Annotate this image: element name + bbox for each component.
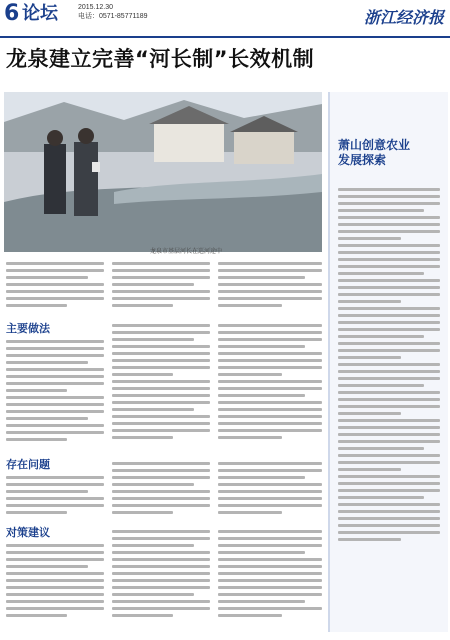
section-name: 论坛 (22, 3, 58, 24)
page-number: 6 (4, 1, 20, 26)
main-headline: 龙泉建立完善“河长制”长效机制 (6, 47, 315, 71)
sidebar-article (328, 92, 448, 632)
section-heading-1: 主要做法 (6, 322, 50, 335)
section-1-column-3 (218, 324, 322, 443)
section-1-column-2 (112, 324, 210, 443)
sidebar-title-line-1: 萧山创意农业 (338, 138, 411, 152)
paper-name: 浙江经济报 (363, 8, 444, 27)
section-3-column-3 (218, 530, 322, 621)
section-1-column-1 (6, 340, 104, 445)
article-column-1 (6, 262, 104, 311)
section-3-column-2 (112, 530, 210, 621)
section-3-column-1 (6, 544, 104, 621)
masthead-meta (78, 3, 308, 21)
sidebar-body (338, 188, 440, 545)
river-scene-illustration (4, 92, 322, 252)
article-photo (4, 92, 322, 252)
section-heading-2: 存在问题 (6, 458, 50, 471)
photo-caption: 龙泉市基层河长在巡河途中 (150, 249, 223, 255)
article-column-3 (218, 262, 322, 311)
section-2-column-3 (218, 462, 322, 518)
sidebar-title-line-2: 发展探索 (338, 153, 387, 167)
masthead (0, 0, 450, 38)
contact-line: 电话：0571-85771189 (78, 13, 148, 20)
article-column-2 (112, 262, 210, 311)
section-2-column-2 (112, 462, 210, 518)
section-heading-3: 对策建议 (6, 526, 50, 539)
section-2-column-1 (6, 476, 104, 518)
sidebar-title (338, 138, 442, 168)
date-line: 2015.12.30 (78, 4, 114, 11)
